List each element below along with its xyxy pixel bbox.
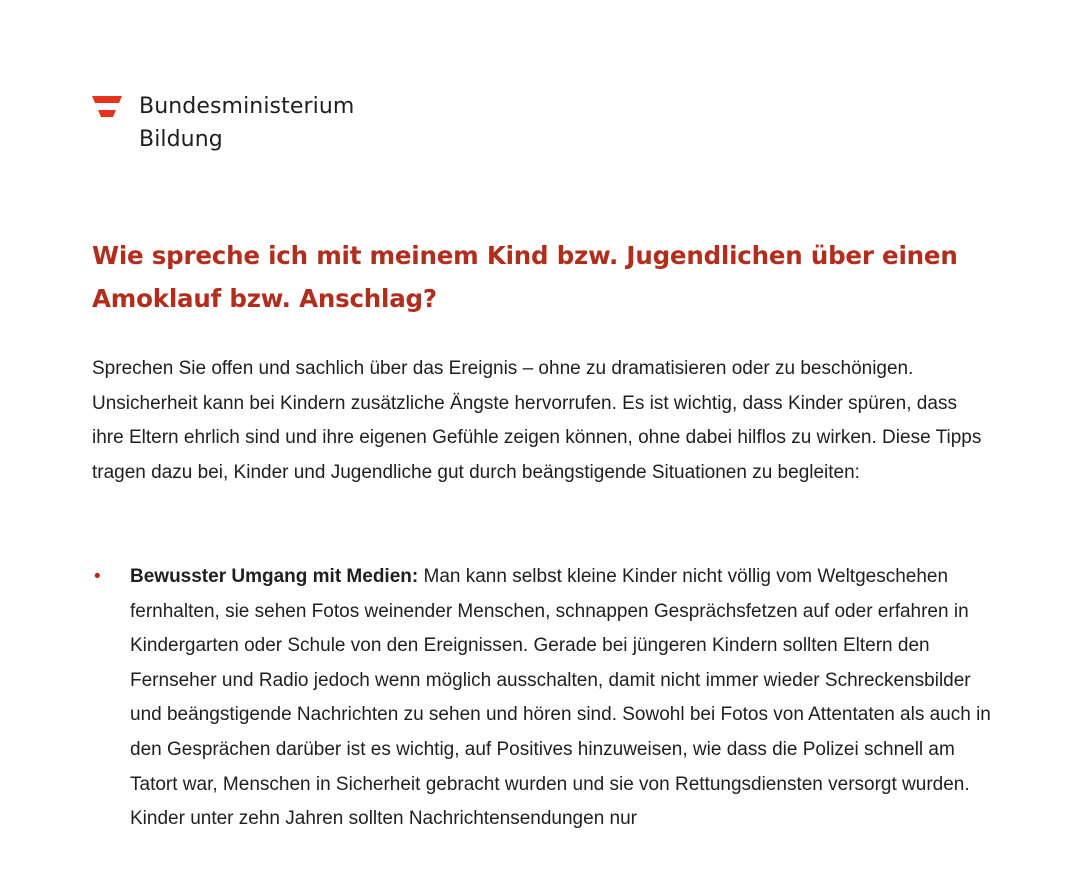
ministry-logo xyxy=(92,90,354,156)
list-item xyxy=(92,560,992,837)
ministry-name xyxy=(139,90,354,156)
ministry-name-line-1: Bundesministerium xyxy=(139,94,355,119)
intro-paragraph: Sprechen Sie offen und sachlich über das Ereignis – ohne zu dramatisieren oder zu beschönigen. Unsicherheit kann bei Kindern zusätzliche Ängste hervorrufen. Es ist wichtig, dass Kinder spüren, dass ihre Eltern ehrlich sind und ihre eigenen Gefühle zeigen können, ohne dabei hilflos zu wirken. Diese Tipps tragen dazu bei, Kinder und Jugendliche gut durch beängstigende Situationen zu begleiten: xyxy=(92,358,982,483)
tip-title: Bewusster Umgang mit Medien: xyxy=(130,566,419,587)
document-title: Wie spreche ich mit meinem Kind bzw. Jugendlichen über einen Amoklauf bzw. Anschlag? xyxy=(92,241,958,313)
ministry-name-line-2: Bildung xyxy=(139,127,223,152)
austrian-flag-stripes-icon xyxy=(92,96,122,118)
tip-text: Man kann selbst kleine Kinder nicht völlig vom Weltgeschehen fernhalten, sie sehen Fotos weinender Menschen, schnappen Gesprächsfetzen auf oder erfahren in Kindergarten oder Schule von den Ereignissen. Gerade bei jüngeren Kindern sollten Eltern den Fernseher und Radio jedoch wenn möglich ausschalten, damit nicht immer wieder Schreckensbilder und beängstigende Nachrichten zu sehen und hören sind. Sowohl bei Fotos von Attentaten als auch in den Gesprächen darüber ist es wichtig, auf Positives hinzuweisen, wie dass die Polizei schnell am Tatort war, Menschen in Sicherheit gebracht wurden und sie von Rettungsdiensten versorgt wurden. Kinder unter zehn Jahren sollten Nachrichtensendungen nur xyxy=(130,566,991,830)
bullet-icon: • xyxy=(94,566,101,587)
tips-list xyxy=(92,560,992,837)
